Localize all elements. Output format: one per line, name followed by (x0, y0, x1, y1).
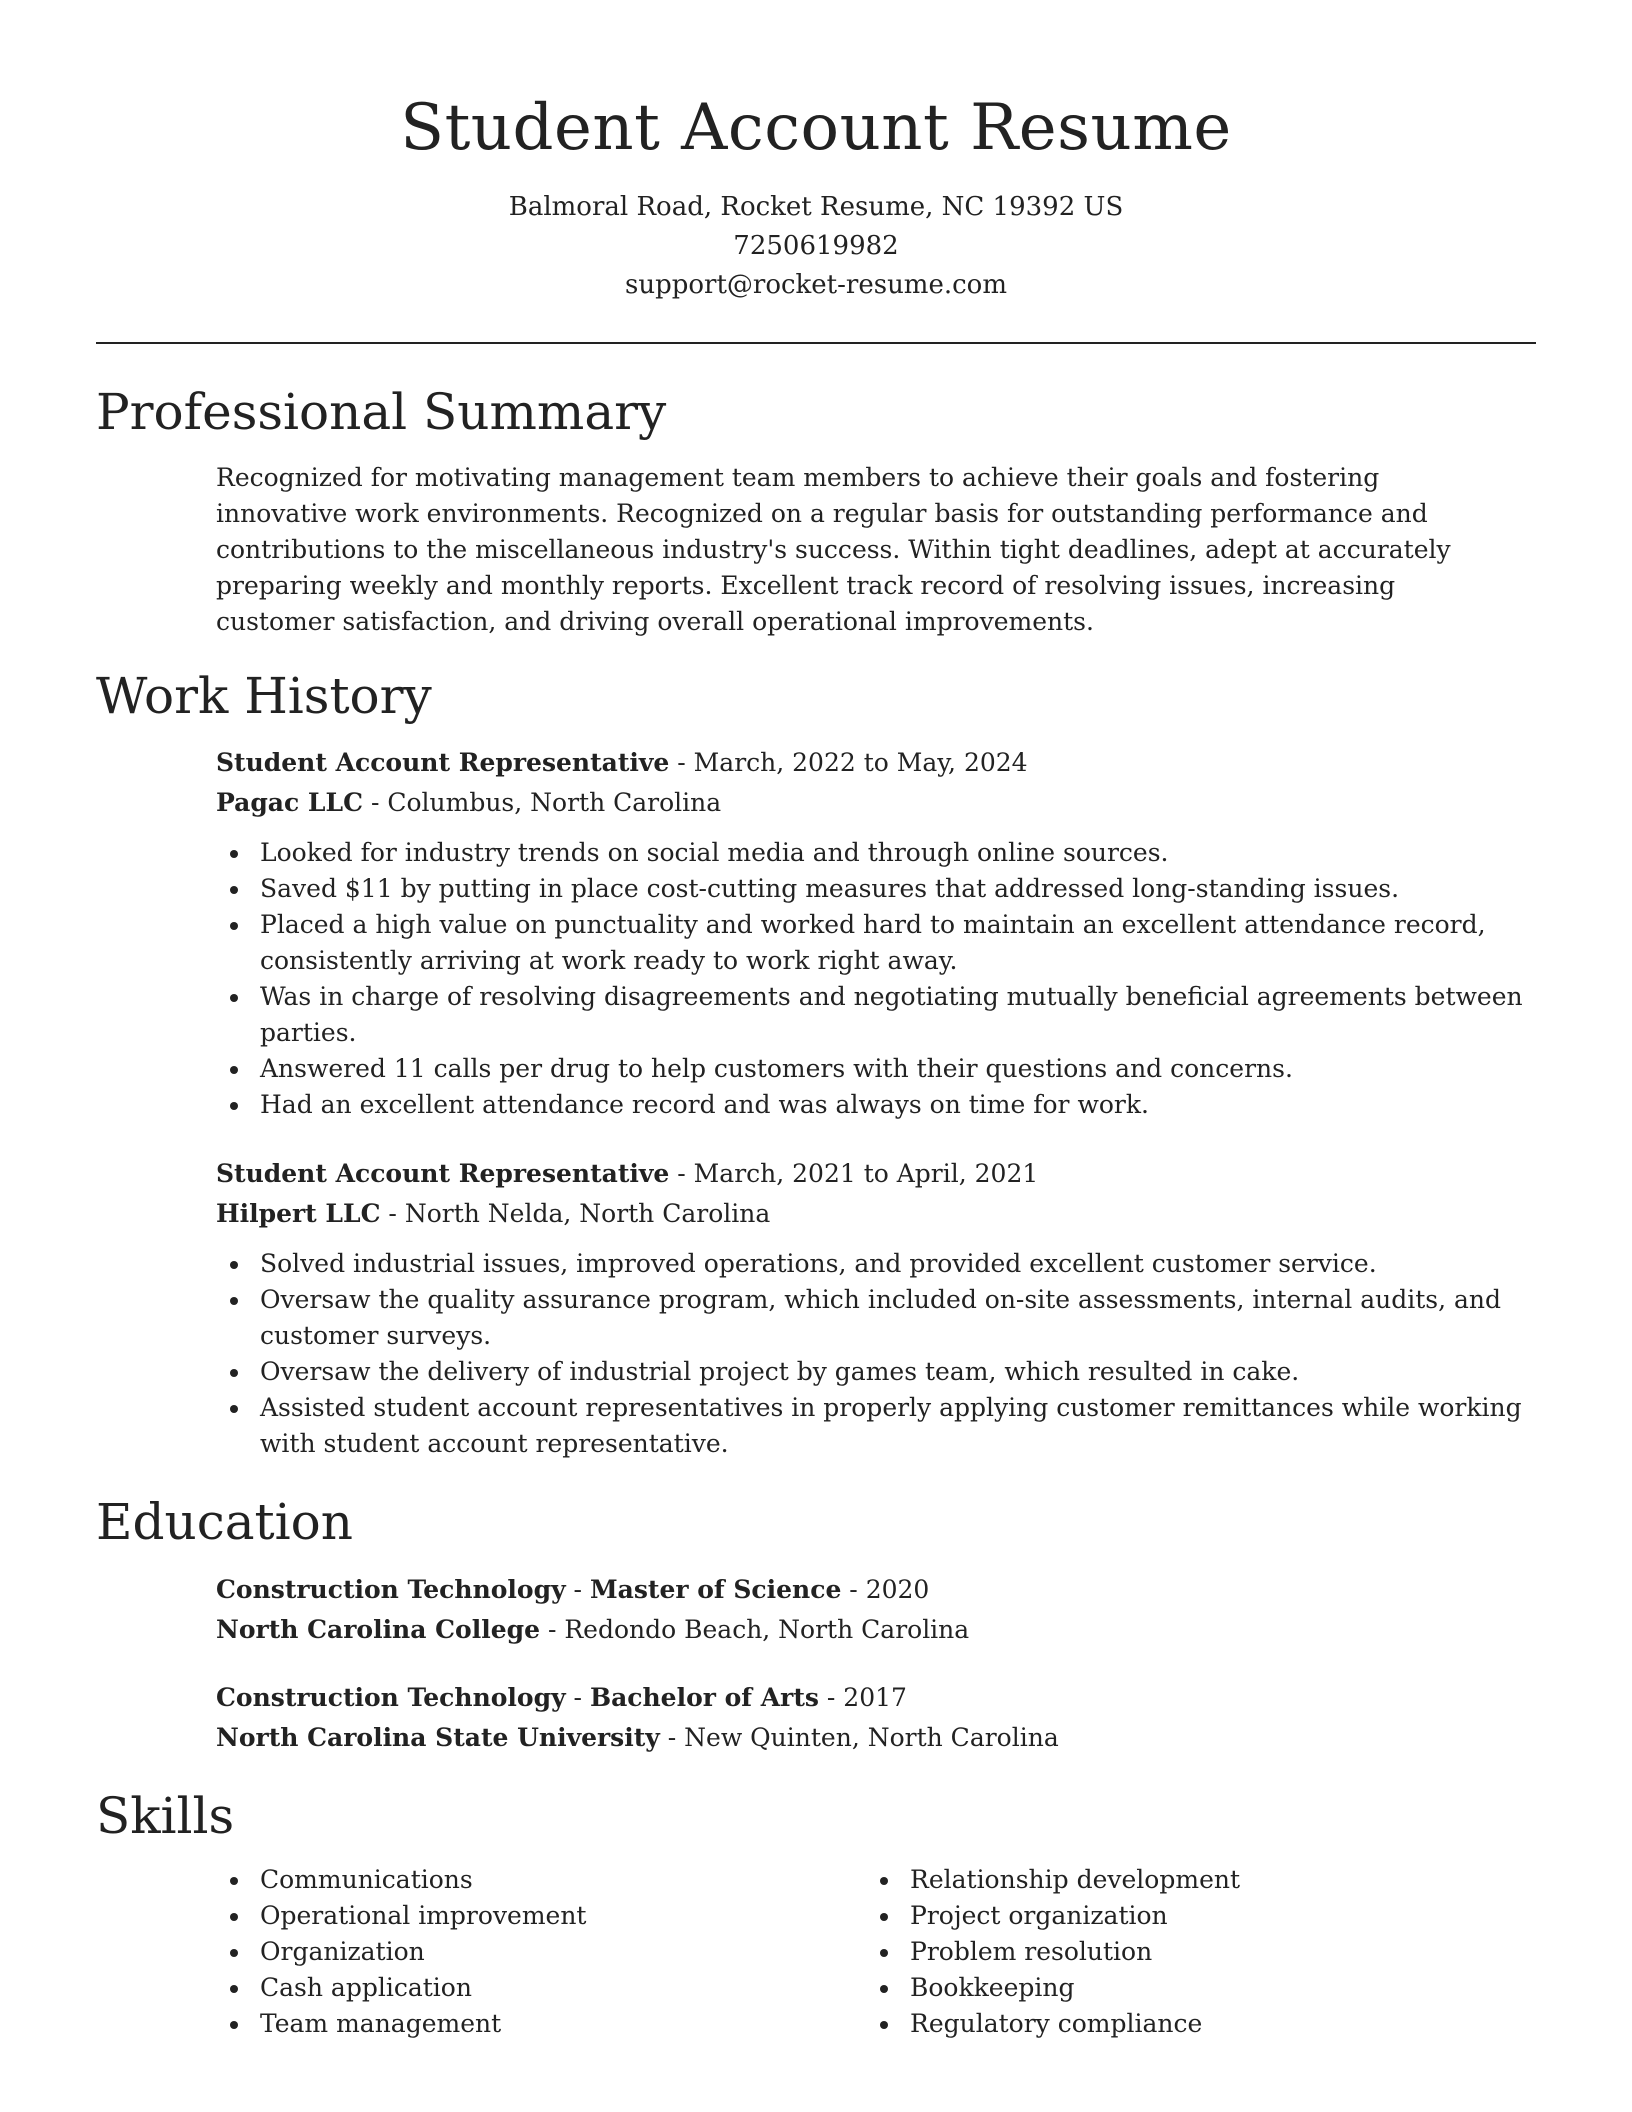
skill-item: Regulatory compliance (866, 2006, 1466, 2042)
company-line (216, 1194, 1536, 1234)
list-item: Oversaw the quality assurance program, which included on-site assessments, internal audits, and customer surveys. (216, 1282, 1536, 1354)
list-item: Oversaw the delivery of industrial project by games team, which resulted in cake. (216, 1354, 1536, 1390)
list-item: Solved industrial issues, improved operations, and provided excellent customer service. (216, 1246, 1536, 1282)
skill-item: Bookkeeping (866, 1970, 1466, 2006)
school-line (216, 1610, 1536, 1650)
school-name: North Carolina State University (216, 1723, 660, 1752)
job-title-line (216, 743, 1536, 783)
skill-item: Problem resolution (866, 1934, 1466, 1970)
email: support@rocket-resume.com (624, 270, 1007, 300)
school-name: North Carolina College (216, 1615, 540, 1644)
list-item: Was in charge of resolving disagreements and negotiating mutually beneficial agreements between parties. (216, 979, 1536, 1051)
list-item: Placed a high value on punctuality and worked hard to maintain an excellent attendance record, consistently arriving at work ready to work right away. (216, 907, 1536, 979)
company-name: Pagac LLC (216, 788, 363, 817)
education-entry (216, 1678, 1536, 1758)
list-item: Had an excellent attendance record and was always on time for work. (216, 1087, 1536, 1123)
degree: Bachelor of Arts (589, 1683, 819, 1712)
education-entry (216, 1570, 1536, 1650)
contact-info (96, 188, 1536, 305)
job-title: Student Account Representative (216, 748, 670, 777)
separator: - (565, 1683, 590, 1712)
list-item: Answered 11 calls per drug to help customers with their questions and concerns. (216, 1051, 1536, 1087)
skill-item: Operational improvement (216, 1898, 816, 1934)
skills-list (866, 1862, 1466, 2042)
skills-column-left (216, 1862, 816, 2042)
school-location: - Redondo Beach, North Carolina (540, 1615, 970, 1644)
skills-list (216, 1862, 816, 2042)
field-of-study: Construction Technology (216, 1575, 566, 1604)
school-line (216, 1718, 1536, 1758)
graduation-year: - 2020 (841, 1575, 930, 1604)
field-of-study: Construction Technology (216, 1683, 566, 1712)
resume-title: Student Account Resume (400, 91, 1232, 165)
skill-item: Organization (216, 1934, 816, 1970)
summary-heading: Professional Summary (96, 383, 667, 441)
skills-heading: Skills (96, 1787, 235, 1845)
list-item: Looked for industry trends on social media and through online sources. (216, 835, 1536, 871)
job-entry (216, 1154, 1536, 1462)
resume-header (96, 84, 1536, 305)
job-dates: - March, 2022 to May, 2024 (669, 748, 1028, 777)
separator: - (565, 1575, 590, 1604)
skill-item: Relationship development (866, 1862, 1466, 1898)
job-title-line (216, 1154, 1536, 1194)
skill-item: Communications (216, 1862, 816, 1898)
degree-line (216, 1570, 1536, 1610)
skill-item: Cash application (216, 1970, 816, 2006)
work-history-heading: Work History (96, 667, 432, 725)
company-location: - North Nelda, North Carolina (380, 1199, 771, 1228)
school-location: - New Quinten, North Carolina (659, 1723, 1059, 1752)
company-line (216, 783, 1536, 823)
job-dates: - March, 2021 to April, 2021 (669, 1159, 1039, 1188)
company-name: Hilpert LLC (216, 1199, 381, 1228)
degree: Master of Science (589, 1575, 842, 1604)
skills-column-right (866, 1862, 1466, 2042)
list-item: Saved $11 by putting in place cost-cutting measures that addressed long-standing issues. (216, 871, 1536, 907)
job-bullets (216, 1246, 1536, 1462)
company-location: - Columbus, North Carolina (363, 788, 722, 817)
skill-item: Team management (216, 2006, 816, 2042)
education-heading: Education (96, 1493, 353, 1551)
skill-item: Project organization (866, 1898, 1466, 1934)
graduation-year: - 2017 (818, 1683, 907, 1712)
summary-section (216, 460, 1516, 640)
job-bullets (216, 835, 1536, 1123)
job-entry (216, 743, 1536, 1123)
list-item: Assisted student account representatives in properly applying customer remittances while working with student account representative. (216, 1390, 1536, 1462)
degree-line (216, 1678, 1536, 1718)
phone: 7250619982 (733, 231, 899, 261)
job-title: Student Account Representative (216, 1159, 670, 1188)
address: Balmoral Road, Rocket Resume, NC 19392 US (508, 192, 1124, 222)
header-divider (96, 342, 1536, 344)
summary-text: Recognized for motivating management team members to achieve their goals and fostering innovative work environments. Recognized on a regular basis for outstanding performance and contributions to the miscellaneous industry's success. Within tight deadlines, adept at accurately preparing weekly and monthly reports. Excellent track record of resolving issues, increasing customer satisfaction, and driving overall operational improvements. (216, 463, 1451, 636)
